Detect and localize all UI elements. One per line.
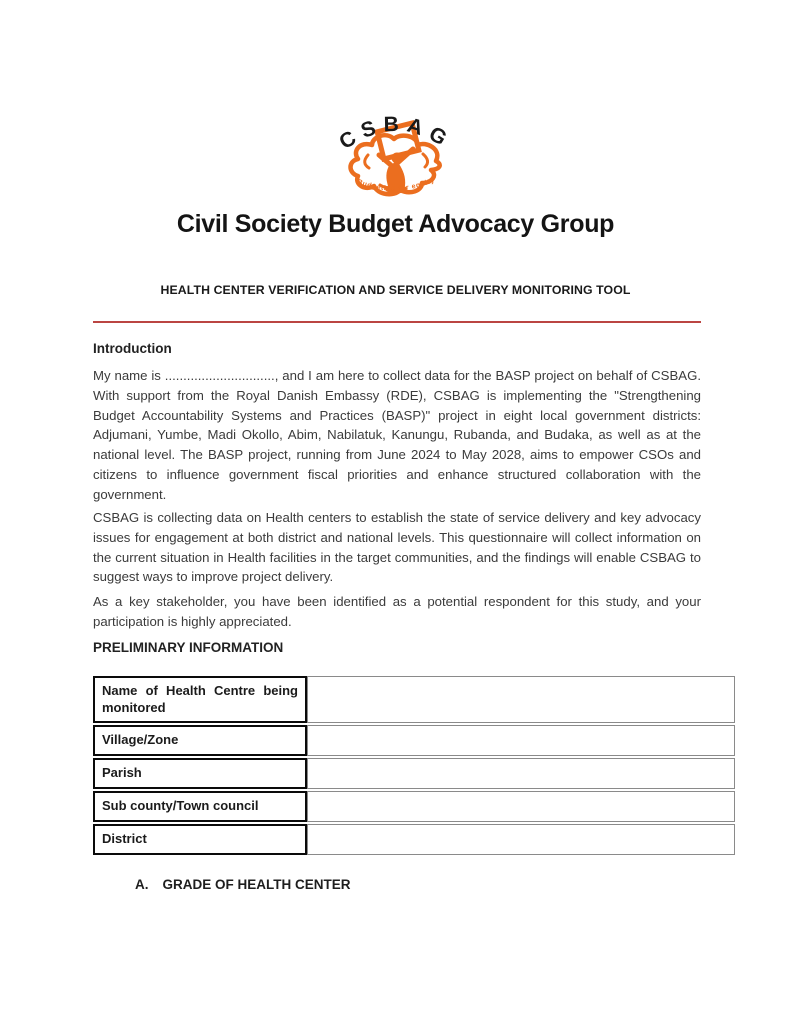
row-label-health-centre-name: Name of Health Centre being monitored bbox=[93, 676, 307, 723]
row-value-parish[interactable] bbox=[307, 758, 735, 789]
preliminary-information-table bbox=[93, 674, 735, 857]
row-value-health-centre-name[interactable] bbox=[307, 676, 735, 723]
row-value-sub-county[interactable] bbox=[307, 791, 735, 822]
table-row bbox=[93, 725, 735, 756]
logo-tagline: Budgeting for equity bbox=[355, 176, 436, 193]
row-label-parish: Parish bbox=[93, 758, 307, 789]
section-a-label: A. bbox=[135, 877, 149, 892]
row-value-district[interactable] bbox=[307, 824, 735, 855]
row-label-district: District bbox=[93, 824, 307, 855]
row-label-village-zone: Village/Zone bbox=[93, 725, 307, 756]
section-a-title: GRADE OF HEALTH CENTER bbox=[162, 877, 351, 892]
section-a-heading bbox=[135, 877, 351, 892]
introduction-paragraph-1: My name is .............................., and I am here to collect data for the BASP project on behalf of CSBAG. With support from the Royal Danish Embassy (RDE), CSBAG is implementing the "Strengthening Budget Accountability Systems and Practices (BASP)" project in eight local government districts: Adjumani, Yumbe, Madi Okollo, Abim, Nabilatuk, Kanungu, Rubanda, and Budaka, as well as at the national level. The BASP project, running from June 2024 to May 2028, aims to empower CSOs and citizens to influence government fiscal priorities and enhance structured collaboration with the government. bbox=[93, 368, 701, 502]
introduction-paragraph-3: As a key stakeholder, you have been identified as a potential respondent for this study, and your participation is highly appreciated. bbox=[93, 594, 701, 629]
logo-wordmark: CSBAG bbox=[334, 112, 457, 154]
table-row bbox=[93, 676, 735, 723]
table-row bbox=[93, 758, 735, 789]
csbag-logo bbox=[330, 99, 462, 206]
csbag-logo-graphic bbox=[330, 99, 462, 201]
preliminary-information-heading: PRELIMINARY INFORMATION bbox=[93, 640, 284, 655]
table-row bbox=[93, 791, 735, 822]
page-title: Civil Society Budget Advocacy Group bbox=[176, 210, 615, 238]
red-divider-line bbox=[93, 321, 701, 323]
introduction-paragraph-2: CSBAG is collecting data on Health centers to establish the state of service delivery and key advocacy issues for engagement at both district and national levels. This questionnaire will collect information on the current situation in Health facilities in the target communities, and the findings will enable CSBAG to suggest ways to improve project delivery. bbox=[93, 510, 701, 585]
table-row bbox=[93, 824, 735, 855]
introduction-heading: Introduction bbox=[93, 341, 172, 356]
row-value-village-zone[interactable] bbox=[307, 725, 735, 756]
row-label-sub-county: Sub county/Town council bbox=[93, 791, 307, 822]
page-subtitle: HEALTH CENTER VERIFICATION AND SERVICE DELIVERY MONITORING TOOL bbox=[160, 283, 631, 297]
